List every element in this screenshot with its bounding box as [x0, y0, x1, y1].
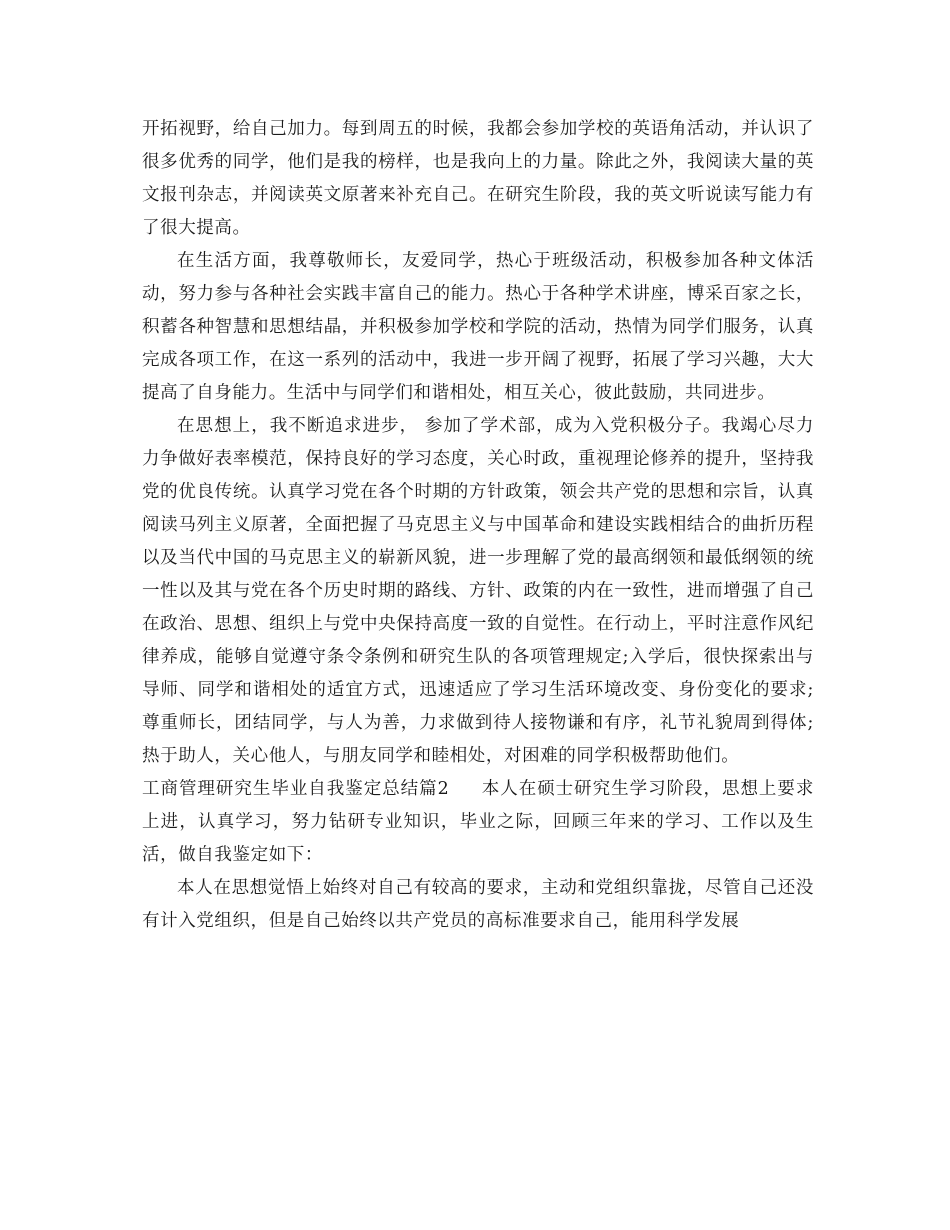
- paragraph-political-awareness: 本人在思想觉悟上始终对自己有较高的要求，主动和党组织靠拢，尽管自己还没有计入党组织，但是自己始终以共产党员的高标准要求自己，能用科学发展: [142, 878, 814, 931]
- section-heading-line: [142, 773, 814, 872]
- paragraph-english-study: 开拓视野，给自己加力。每到周五的时候，我都会参加学校的英语角活动，并认识了很多优秀的同学，他们是我的榜样，也是我向上的力量。除此之外，我阅读大量的英文报刊杂志，并阅读英文原著来补充自己。在研究生阶段，我的英文听说读写能力有了很大提高。: [142, 119, 814, 238]
- paragraph-life-aspect: 在生活方面，我尊敬师长，友爱同学，热心于班级活动，积极参加各种文体活动，努力参与各种社会实践丰富自己的能力。热心于各种学术讲座，博采百家之长，积蓄各种智慧和思想结晶，并积极参加学校和学院的活动，热情为同学们服务，认真完成各项工作，在这一系列的活动中，我进一步开阔了视野，拓展了学习兴趣，大大提高了自身能力。生活中与同学们和谐相处，相互关心，彼此鼓励，共同进步。: [142, 251, 814, 403]
- document-body: [142, 113, 814, 938]
- section-title: 工商管理研究生毕业自我鉴定总结篇2: [142, 779, 450, 799]
- section-lead-text: 本人在硕士研究生学习阶段，思想上要求上进，认真学习，努力钻研专业知识，毕业之际，回顾三年来的学习、工作以及生活，做自我鉴定如下：: [142, 779, 814, 865]
- paragraph-ideology-aspect: 在思想上，我不断追求进步， 参加了学术部，成为入党积极分子。我竭心尽力力争做好表率模范，保持良好的学习态度，关心时政，重视理论修养的提升，坚持我党的优良传统。认真学习党在各个时期的方针政策，领会共产党的思想和宗旨，认真阅读马列主义原著，全面把握了马克思主义与中国革命和建设实践相结合的曲折历程以及当代中国的马克思主义的崭新风貌，进一步理解了党的最高纲领和最低纲领的统一性以及其与党在各个历史时期的路线、方针、政策的内在一致性，进而增强了自己在政治、思想、组织上与党中央保持高度一致的自觉性。在行动上，平时注意作风纪律养成，能够自觉遵守条令条例和研究生队的各项管理规定;入学后，很快探索出与导师、同学和谐相处的适宜方式，迅速适应了学习生活环境改变、身份变化的要求;尊重师长，团结同学，与人为善，力求做到待人接物谦和有序，礼节礼貌周到得体;热于助人，关心他人，与朋友同学和睦相处，对困难的同学积极帮助他们。: [142, 416, 814, 766]
